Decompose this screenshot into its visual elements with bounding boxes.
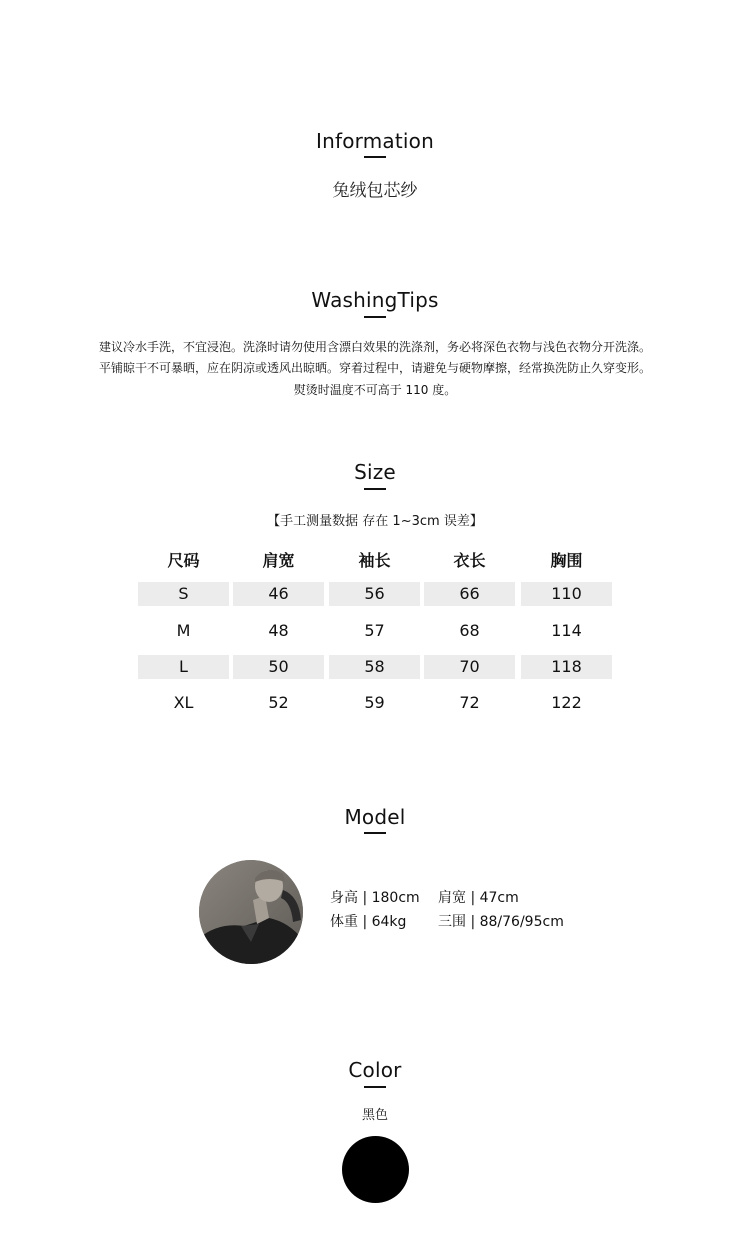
size-cell: 56 <box>329 582 420 606</box>
washing-line-1: 建议冷水手洗，不宜浸泡。洗涤时请勿使用含漂白效果的洗涤剂，务必将深色衣物与浅色衣物分开洗涤。 <box>98 340 651 354</box>
size-cell: 57 <box>364 621 385 640</box>
size-note: 【手工测量数据 存在 1~3cm 误差】 <box>267 514 483 529</box>
size-cell: XL <box>173 693 194 712</box>
model-height: 身高 | 180cm <box>330 890 420 906</box>
model-measurements: 三围 | 88/76/95cm <box>438 914 564 930</box>
size-cell: 70 <box>424 655 515 679</box>
size-cell: 118 <box>521 655 612 679</box>
size-cell: M <box>176 621 191 640</box>
color-name: 黑色 <box>361 1108 388 1123</box>
model-shoulder: 肩宽 | 47cm <box>438 890 519 906</box>
size-cell: 48 <box>268 621 289 640</box>
information-value: 兔绒包芯纱 <box>332 181 418 201</box>
size-cell: 52 <box>268 693 289 712</box>
size-cell: 68 <box>459 621 480 640</box>
size-cell: 59 <box>364 693 385 712</box>
size-header-cell: 衣长 <box>453 551 486 570</box>
size-cell: 50 <box>233 655 324 679</box>
color-swatch[interactable] <box>342 1136 409 1203</box>
washing-line-2: 平铺晾干不可暴晒，应在阴凉或透风出晾晒。穿着过程中，请避免与硬物摩擦，经常换洗防止久穿变形。 <box>98 361 651 375</box>
size-cell: 46 <box>233 582 324 606</box>
washing-title: WashingTips <box>311 288 439 312</box>
model-photo-icon <box>199 860 303 964</box>
size-header-cell: 尺码 <box>167 551 200 570</box>
size-cell: 110 <box>521 582 612 606</box>
information-title: Information <box>316 129 434 153</box>
size-header-cell: 袖长 <box>358 551 391 570</box>
color-underline <box>364 1086 386 1088</box>
size-cell: 58 <box>329 655 420 679</box>
size-header-cell: 肩宽 <box>262 551 295 570</box>
size-cell: 114 <box>551 621 582 640</box>
model-avatar <box>199 860 303 964</box>
size-title: Size <box>354 460 396 484</box>
model-underline <box>364 832 386 834</box>
model-title: Model <box>344 805 406 829</box>
color-title: Color <box>348 1058 402 1082</box>
size-cell: 66 <box>424 582 515 606</box>
size-header-cell: 胸围 <box>550 551 583 570</box>
size-cell: L <box>138 655 229 679</box>
size-cell: 122 <box>551 693 582 712</box>
size-cell: 72 <box>459 693 480 712</box>
size-cell: S <box>138 582 229 606</box>
washing-line-3: 熨烫时温度不可高于 110 度。 <box>293 383 457 397</box>
model-weight: 体重 | 64kg <box>330 914 407 930</box>
